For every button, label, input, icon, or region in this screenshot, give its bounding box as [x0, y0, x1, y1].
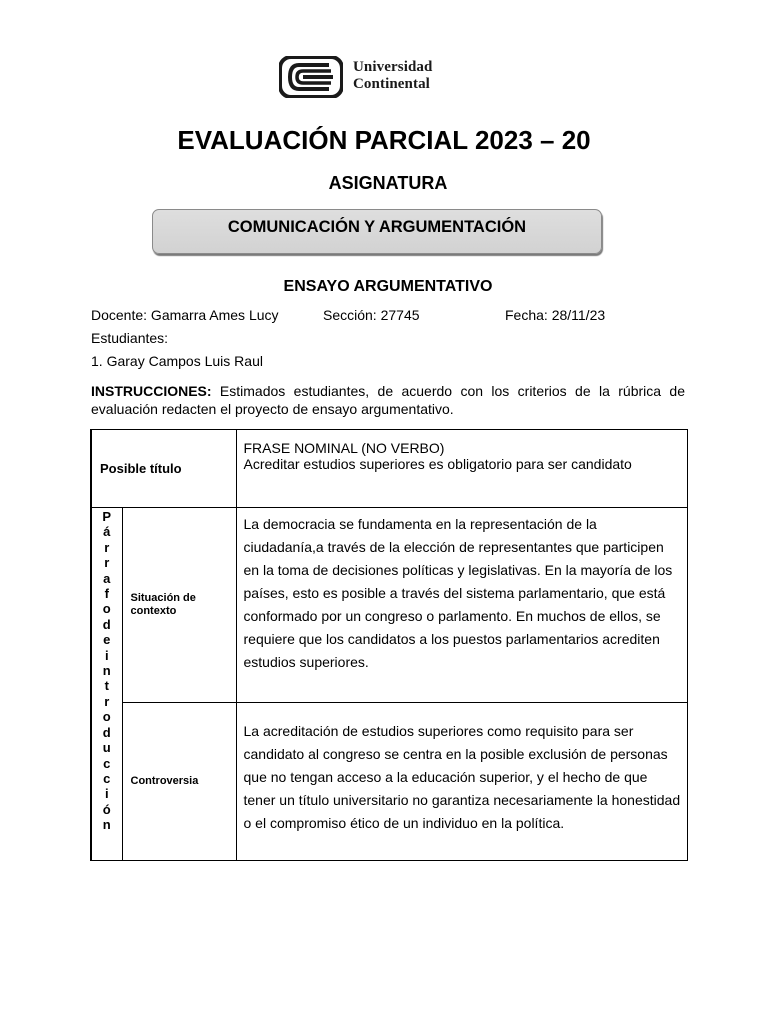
- vertical-letter: i: [104, 647, 109, 663]
- date-field: Fecha: 28/11/23: [505, 307, 606, 323]
- vertical-letter: e: [103, 632, 111, 648]
- exam-title: EVALUACIÓN PARCIAL 2023 – 20: [177, 125, 591, 155]
- controversy-label: Controversia: [122, 703, 236, 861]
- student-list-item: 1. Garay Campos Luis Raul: [91, 353, 263, 369]
- controversy-text: La acreditación de estudios superiores como requisito para ser candidato al congreso se centra en la posible exclusión de personas que no tengan acceso a la educación superior, y el hecho de que tener un título universitario no garantiza necesariamente la honestidad o el compromiso ético de un individuo en la política.: [236, 703, 687, 861]
- vertical-letter: a: [103, 570, 111, 586]
- essay-table: [90, 429, 688, 861]
- context-text: La democracia se fundamenta en la representación de la ciudadanía,a través de la elección de representantes que participen en la toma de decisiones políticas y legislativas. En la mayoría de los países, esto es posible a través del sistema parlamentario, que está conformado por un congreso o parlamento. En muchos de ellos, se requiere que los candidatos a los puestos parlamentarios acrediten estudios superiores.: [236, 508, 687, 703]
- logo-name-line1: Universidad: [353, 59, 433, 75]
- course-name-box: [152, 209, 602, 254]
- vertical-letter: n: [102, 663, 111, 679]
- vertical-letter: r: [104, 555, 110, 571]
- vertical-letter: ó: [102, 801, 111, 817]
- vertical-letter: o: [102, 601, 111, 617]
- work-type-heading: ENSAYO ARGUMENTATIVO: [283, 278, 493, 295]
- table-row: [91, 430, 687, 508]
- vertical-letter: f: [104, 586, 109, 602]
- vertical-letter: r: [104, 539, 110, 555]
- vertical-letter: d: [102, 616, 111, 632]
- title-hint: FRASE NOMINAL (NO VERBO): [243, 440, 445, 456]
- vertical-letter: d: [102, 724, 111, 740]
- vertical-letter: P: [102, 509, 112, 524]
- instructions-text: Estimados estudiantes, de acuerdo con los criterios de la rúbrica de evaluación redacten el proyecto de ensayo argumentativo.: [91, 383, 685, 417]
- vertical-letter: u: [102, 740, 111, 756]
- teacher-field: Docente: Gamarra Ames Lucy: [91, 307, 279, 323]
- university-logo: [279, 56, 455, 98]
- vertical-letter: c: [103, 770, 111, 786]
- introduction-paragraph-label: [91, 508, 122, 861]
- instructions: [91, 382, 685, 418]
- students-label: Estudiantes:: [91, 330, 169, 346]
- section-field: Sección: 27745: [323, 307, 420, 323]
- title-content: [236, 430, 687, 508]
- context-label: Situación de contexto: [122, 508, 236, 703]
- vertical-letter: n: [102, 817, 111, 833]
- continental-emblem-icon: [279, 56, 343, 98]
- vertical-letter: c: [103, 755, 111, 771]
- vertical-letter: á: [103, 524, 111, 540]
- title-text: Acreditar estudios superiores es obligatorio para ser candidato: [243, 456, 632, 472]
- vertical-letter: r: [104, 693, 110, 709]
- subject-heading: ASIGNATURA: [328, 173, 448, 193]
- vertical-letter: i: [104, 786, 109, 802]
- logo-name-line2: Continental: [353, 76, 430, 92]
- table-row: [91, 508, 687, 703]
- vertical-letter: o: [102, 709, 111, 725]
- vertical-letter: t: [104, 678, 109, 694]
- course-name: COMUNICACIÓN Y ARGUMENTACIÓN: [227, 218, 527, 236]
- instructions-label: INSTRUCCIONES:: [91, 383, 212, 399]
- table-row: [91, 703, 687, 861]
- title-label: Posible título: [91, 430, 236, 508]
- vertical-letters: [92, 509, 122, 833]
